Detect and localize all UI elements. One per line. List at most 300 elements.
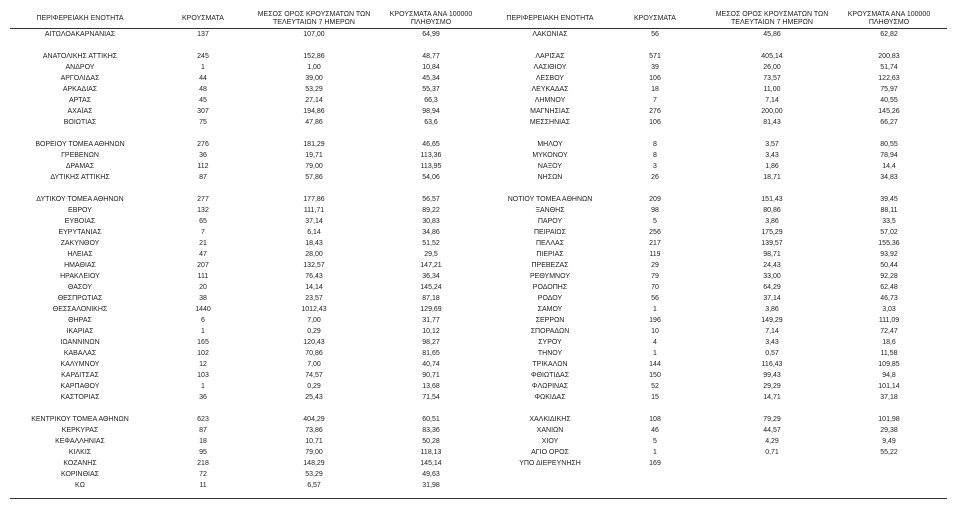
avg7-value: 1,86 [765, 163, 779, 170]
avg7-value: 25,43 [305, 394, 323, 401]
region-name: ΦΛΩΡΙΝΑΣ [531, 383, 569, 390]
per100k-value: 118,13 [420, 449, 442, 456]
avg7-value: 7,14 [765, 97, 779, 104]
per100k-value: 51,52 [422, 240, 440, 247]
cases-value: 112 [197, 163, 209, 170]
region-name: ΝΗΣΩΝ [537, 174, 563, 181]
avg7-value: 33,00 [763, 273, 781, 280]
cases-value: 79 [651, 273, 659, 280]
per100k-value: 14,4 [882, 163, 896, 170]
cases-value: 209 [649, 196, 661, 203]
avg7-value: 37,14 [763, 295, 781, 302]
region-name: ΓΡΕΒΕΝΩΝ [61, 152, 99, 159]
region-name: ΛΑΡΙΣΑΣ [535, 53, 565, 60]
cases-value: 119 [649, 251, 661, 258]
avg7-value: 3,43 [765, 339, 779, 346]
avg7-value: 111,71 [303, 207, 325, 214]
header-left-per100k: ΚΡΟΥΣΜΑΤΑ ΑΝΑ 100000 ΠΛΗΘΥΣΜΟ [389, 11, 473, 26]
cases-value: 217 [649, 240, 661, 247]
per100k-value: 10,84 [422, 64, 440, 71]
cases-value: 7 [653, 97, 657, 104]
cases-value: 245 [197, 53, 209, 60]
avg7-value: 79,29 [763, 416, 781, 423]
per100k-value: 129,69 [420, 306, 442, 313]
cases-value: 196 [649, 317, 661, 324]
region-name: ΠΑΡΟΥ [537, 218, 563, 225]
region-name: ΚΑΛΥΜΝΟΥ [60, 361, 100, 368]
per100k-value: 33,5 [882, 218, 896, 225]
avg7-value: 24,43 [763, 262, 781, 269]
cases-value: 207 [197, 262, 209, 269]
avg7-value: 57,86 [305, 174, 323, 181]
region-name: ΖΑΚΥΝΘΟΥ [60, 240, 100, 247]
avg7-value: 175,29 [761, 229, 783, 236]
per100k-value: 50,28 [422, 438, 440, 445]
avg7-value: 74,57 [305, 372, 323, 379]
avg7-value: 81,43 [763, 119, 781, 126]
cases-value: 65 [199, 218, 207, 225]
per100k-value: 147,21 [420, 262, 442, 269]
cases-value: 29 [651, 262, 659, 269]
cases-value: 1 [201, 328, 205, 335]
avg7-value: 14,14 [305, 284, 323, 291]
per100k-value: 109,85 [878, 361, 900, 368]
cases-value: 1 [201, 64, 205, 71]
per100k-value: 51,74 [880, 64, 898, 71]
per100k-value: 90,71 [422, 372, 440, 379]
avg7-value: 23,57 [305, 295, 323, 302]
region-name: ΘΗΡΑΣ [68, 317, 92, 324]
region-name: ΣΥΡΟΥ [538, 339, 562, 346]
per100k-value: 88,11 [880, 207, 898, 214]
cases-value: 150 [649, 372, 661, 379]
per100k-value: 101,14 [878, 383, 900, 390]
per100k-value: 39,45 [880, 196, 898, 203]
per100k-value [840, 459, 938, 469]
per100k-value: 122,63 [878, 75, 900, 82]
region-name: ΘΑΣΟΥ [67, 284, 93, 291]
avg7-value: 3,86 [765, 218, 779, 225]
cases-value: 44 [199, 75, 207, 82]
avg7-value: 39,00 [305, 75, 323, 82]
cases-value: 103 [197, 372, 209, 379]
per100k-value: 81,65 [422, 350, 440, 357]
avg7-value: 1012,43 [301, 306, 327, 313]
per100k-value: 30,83 [422, 218, 440, 225]
avg7-value: 98,71 [763, 251, 781, 258]
avg7-value: 151,43 [761, 196, 783, 203]
region-name: ΛΕΣΒΟΥ [535, 75, 565, 82]
per100k-value: 92,28 [880, 273, 898, 280]
region-name: ΑΡΓΟΛΙΔΑΣ [60, 75, 100, 82]
cases-value: 132 [197, 207, 209, 214]
cases-value: 6 [201, 317, 205, 324]
per100k-value: 29,5 [424, 251, 438, 258]
region-name: ΡΕΘΥΜΝΟΥ [529, 273, 570, 280]
region-name: ΡΟΔΟΥ [537, 295, 563, 302]
cases-value: 87 [199, 174, 207, 181]
cases-value: 218 [197, 460, 209, 467]
region-name: ΕΥΡΥΤΑΝΙΑΣ [58, 229, 102, 236]
per100k-value: 93,92 [880, 251, 898, 258]
avg7-value: 18,43 [305, 240, 323, 247]
avg7-value: 99,43 [763, 372, 781, 379]
avg7-value: 139,57 [761, 240, 783, 247]
region-name: ΧΙΟΥ [541, 438, 559, 445]
region-name: ΑΡΚΑΔΙΑΣ [62, 86, 98, 93]
avg7-value: 116,43 [761, 361, 783, 368]
per100k-value: 155,36 [878, 240, 900, 247]
cases-value: 56 [651, 31, 659, 38]
region-name: ΑΧΑΪΑΣ [67, 108, 93, 115]
cases-value: 11 [199, 482, 207, 489]
region-name: ΒΟΡΕΙΟΥ ΤΟΜΕΑ ΑΘΗΝΩΝ [35, 141, 125, 148]
avg7-value: 28,00 [305, 251, 323, 258]
per100k-value: 45,34 [422, 75, 440, 82]
per100k-value: 54,06 [422, 174, 440, 181]
cases-value: 20 [199, 284, 207, 291]
per100k-value: 78,94 [880, 152, 898, 159]
per100k-value: 62,82 [880, 31, 898, 38]
region-name: ΛΑΚΩΝΙΑΣ [532, 31, 568, 38]
region-name: ΝΟΤΙΟΥ ΤΟΜΕΑ ΑΘΗΝΩΝ [507, 196, 593, 203]
avg7-value: 80,86 [763, 207, 781, 214]
per100k-value: 56,57 [422, 196, 440, 203]
cases-value: 108 [649, 416, 661, 423]
region-name: ΡΟΔΟΠΗΣ [532, 284, 568, 291]
per100k-value: 113,36 [420, 152, 442, 159]
avg7-value: 120,43 [303, 339, 325, 346]
per100k-value: 145,26 [878, 108, 900, 115]
per100k-value: 29,38 [880, 427, 898, 434]
region-name: ΛΑΣΙΘΙΟΥ [533, 64, 567, 71]
region-name: ΤΗΝΟΥ [537, 350, 563, 357]
cases-value: 1 [201, 383, 205, 390]
per100k-value: 37,18 [880, 394, 898, 401]
per100k-value: 34,83 [880, 174, 898, 181]
cases-value: 256 [649, 229, 661, 236]
region-name: ΜΕΣΣΗΝΙΑΣ [529, 119, 571, 126]
cases-value: 18 [199, 438, 207, 445]
per100k-value: 40,55 [880, 97, 898, 104]
avg7-value: 3,86 [765, 306, 779, 313]
per100k-value: 11,58 [880, 350, 898, 357]
cases-value: 571 [649, 53, 661, 60]
avg7-value: 3,57 [765, 141, 779, 148]
per100k-value: 66,3 [424, 97, 438, 104]
region-name: ΑΝΑΤΟΛΙΚΗΣ ΑΤΤΙΚΗΣ [42, 53, 118, 60]
region-name: ΗΛΕΙΑΣ [67, 251, 93, 258]
avg7-value: 0,57 [765, 350, 779, 357]
region-name: ΥΠΟ ΔΙΕΡΕΥΝΗΣΗ [519, 460, 581, 467]
cases-value: 26 [651, 174, 659, 181]
cases-value: 5 [653, 438, 657, 445]
header-rule [10, 28, 947, 29]
avg7-value: 6,57 [307, 482, 321, 489]
region-name: ΑΝΔΡΟΥ [65, 64, 95, 71]
avg7-value: 152,86 [303, 53, 325, 60]
avg7-value: 200,00 [761, 108, 783, 115]
region-name: ΣΑΜΟΥ [537, 306, 563, 313]
region-name: ΑΓΙΟ ΟΡΟΣ [531, 449, 569, 456]
cases-value: 36 [199, 394, 207, 401]
avg7-value: 107,00 [303, 31, 325, 38]
avg7-value: 4,29 [765, 438, 779, 445]
per100k-value: 55,37 [422, 86, 440, 93]
cases-value: 7 [201, 229, 205, 236]
header-right-cases: ΚΡΟΥΣΜΑΤΑ [634, 15, 676, 22]
avg7-value [708, 459, 836, 469]
avg7-value: 44,57 [763, 427, 781, 434]
avg7-value: 73,86 [305, 427, 323, 434]
region-name: ΘΕΣΣΑΛΟΝΙΚΗΣ [52, 306, 108, 313]
region-name: ΧΑΛΚΙΔΙΚΗΣ [529, 416, 571, 423]
cases-value: 47 [199, 251, 207, 258]
per100k-value: 71,54 [422, 394, 440, 401]
cases-value: 144 [649, 361, 661, 368]
region-name: ΚΙΛΚΙΣ [68, 449, 92, 456]
cases-value: 72 [199, 471, 207, 478]
avg7-value: 29,29 [763, 383, 781, 390]
per100k-value: 60,51 [422, 416, 440, 423]
cases-value: 8 [653, 141, 657, 148]
region-name: ΑΡΤΑΣ [68, 97, 92, 104]
region-name: ΜΥΚΟΝΟΥ [532, 152, 568, 159]
per100k-value: 200,83 [878, 53, 900, 60]
region-name: ΔΥΤΙΚΟΥ ΤΟΜΕΑ ΑΘΗΝΩΝ [36, 196, 124, 203]
per100k-value: 98,94 [422, 108, 440, 115]
region-name: ΚΟΖΑΝΗΣ [63, 460, 97, 467]
region-name: ΛΕΥΚΑΔΑΣ [531, 86, 569, 93]
region-name: ΣΠΟΡΑΔΩΝ [530, 328, 570, 335]
avg7-value: 177,86 [303, 196, 325, 203]
per100k-value: 31,77 [422, 317, 440, 324]
region-name: ΦΩΚΙΔΑΣ [534, 394, 566, 401]
region-name: ΚΑΒΑΛΑΣ [63, 350, 97, 357]
per100k-value: 83,36 [422, 427, 440, 434]
header-right-avg7: ΜΕΣΟΣ ΟΡΟΣ ΚΡΟΥΣΜΑΤΩΝ ΤΩΝ ΤΕΛΕΥΤΑΙΩΝ 7 ΗΜΕΡΩΝ [715, 11, 829, 26]
per100k-value: 87,18 [422, 295, 440, 302]
per100k-value: 57,02 [880, 229, 898, 236]
cases-value: 102 [197, 350, 209, 357]
cases-value: 307 [197, 108, 209, 115]
region-name: ΔΥΤΙΚΗΣ ΑΤΤΙΚΗΣ [50, 174, 110, 181]
cases-value: 12 [199, 361, 207, 368]
avg7-value: 14,71 [763, 394, 781, 401]
region-name: ΧΑΝΙΩΝ [536, 427, 564, 434]
per100k-value: 50,44 [880, 262, 898, 269]
region-name: ΙΚΑΡΙΑΣ [66, 328, 94, 335]
avg7-value: 64,29 [763, 284, 781, 291]
avg7-value: 7,14 [765, 328, 779, 335]
region-name: ΞΑΝΘΗΣ [535, 207, 565, 214]
avg7-value: 37,14 [305, 218, 323, 225]
cases-value: 8 [653, 152, 657, 159]
avg7-value: 79,00 [305, 449, 323, 456]
header-left-avg7: ΜΕΣΟΣ ΟΡΟΣ ΚΡΟΥΣΜΑΤΩΝ ΤΩΝ ΤΕΛΕΥΤΑΙΩΝ 7 ΗΜΕΡΩΝ [257, 11, 371, 26]
header-left-cases: ΚΡΟΥΣΜΑΤΑ [182, 15, 224, 22]
region-name: ΚΕΝΤΡΙΚΟΥ ΤΟΜΕΑ ΑΘΗΝΩΝ [31, 416, 129, 423]
region-name: ΜΗΛΟΥ [537, 141, 563, 148]
cases-value: 46 [651, 427, 659, 434]
cases-value: 98 [651, 207, 659, 214]
cases-value: 39 [651, 64, 659, 71]
avg7-value: 0,29 [307, 328, 321, 335]
region-name: ΜΑΓΝΗΣΙΑΣ [530, 108, 570, 115]
avg7-value: 73,57 [763, 75, 781, 82]
header-right-per100k: ΚΡΟΥΣΜΑΤΑ ΑΝΑ 100000 ΠΛΗΘΥΣΜΟ [847, 11, 931, 26]
per100k-value: 145,14 [420, 460, 442, 467]
cases-value: 1440 [195, 306, 211, 313]
region-name: ΒΟΙΩΤΙΑΣ [63, 119, 97, 126]
region-name: ΛΗΜΝΟΥ [534, 97, 566, 104]
per100k-value: 55,22 [880, 449, 898, 456]
per100k-value: 36,34 [422, 273, 440, 280]
cases-value: 45 [199, 97, 207, 104]
cases-value: 87 [199, 427, 207, 434]
cases-value: 111 [197, 273, 209, 280]
cases-value: 75 [199, 119, 207, 126]
avg7-value: 181,29 [303, 141, 325, 148]
avg7-value: 26,00 [763, 64, 781, 71]
avg7-value: 132,57 [303, 262, 325, 269]
region-name: ΦΘΙΩΤΙΔΑΣ [530, 372, 570, 379]
per100k-value: 113,95 [420, 163, 442, 170]
region-name: ΣΕΡΡΩΝ [535, 317, 565, 324]
cases-value: 48 [199, 86, 207, 93]
per100k-value: 72,47 [880, 328, 898, 335]
per100k-value: 145,24 [420, 284, 442, 291]
header-right-region: ΠΕΡΙΦΕΡΕΙΑΚΗ ΕΝΟΤΗΤΑ [506, 15, 594, 22]
per100k-value: 94,8 [882, 372, 896, 379]
footer-rule [10, 498, 947, 499]
avg7-value: 405,14 [761, 53, 783, 60]
per100k-value: 31,98 [422, 482, 440, 489]
region-name: ΚΑΡΔΙΤΣΑΣ [61, 372, 99, 379]
region-name: ΚΩ [75, 482, 85, 489]
cases-value: 52 [651, 383, 659, 390]
per100k-value: 101,98 [878, 416, 900, 423]
region-name: ΕΥΒΟΙΑΣ [64, 218, 96, 225]
region-name: ΠΙΕΡΙΑΣ [536, 251, 564, 258]
cases-value: 10 [651, 328, 659, 335]
cases-value: 38 [199, 295, 207, 302]
per100k-value: 40,74 [422, 361, 440, 368]
per100k-value: 46,73 [880, 295, 898, 302]
avg7-value: 1,00 [307, 64, 321, 71]
cases-value: 70 [651, 284, 659, 291]
per100k-value: 111,09 [878, 317, 900, 324]
header-left-region: ΠΕΡΙΦΕΡΕΙΑΚΗ ΕΝΟΤΗΤΑ [36, 15, 124, 22]
avg7-value: 79,00 [305, 163, 323, 170]
per100k-value: 89,22 [422, 207, 440, 214]
avg7-value: 0,29 [307, 383, 321, 390]
cases-value: 1 [653, 306, 657, 313]
avg7-value: 53,29 [305, 471, 323, 478]
avg7-value: 76,43 [305, 273, 323, 280]
cases-value: 3 [653, 163, 657, 170]
cases-value: 106 [649, 75, 661, 82]
avg7-value: 45,86 [763, 31, 781, 38]
per100k-value: 49,63 [422, 471, 440, 478]
region-name: ΝΑΞΟΥ [537, 163, 563, 170]
region-name: ΑΙΤΩΛΟΑΚΑΡΝΑΝΙΑΣ [44, 31, 116, 38]
avg7-value: 10,71 [305, 438, 323, 445]
avg7-value: 18,71 [763, 174, 781, 181]
region-name: ΘΕΣΠΡΩΤΙΑΣ [57, 295, 103, 302]
per100k-value: 46,65 [422, 141, 440, 148]
per100k-value: 10,12 [422, 328, 440, 335]
cases-value: 5 [653, 218, 657, 225]
per100k-value: 13,68 [422, 383, 440, 390]
per100k-value: 18,6 [882, 339, 896, 346]
per100k-value: 63,6 [424, 119, 438, 126]
avg7-value: 7,00 [307, 361, 321, 368]
avg7-value: 19,71 [305, 152, 323, 159]
per100k-value: 3,03 [882, 306, 896, 313]
region-name: ΗΜΑΘΙΑΣ [64, 262, 96, 269]
cases-value: 106 [649, 119, 661, 126]
cases-value: 15 [651, 394, 659, 401]
cases-value: 277 [197, 196, 209, 203]
avg7-value: 0,71 [765, 449, 779, 456]
region-name: ΠΕΛΛΑΣ [535, 240, 565, 247]
region-name: ΗΡΑΚΛΕΙΟΥ [60, 273, 100, 280]
region-name: ΔΡΑΜΑΣ [65, 163, 95, 170]
region-name: ΚΑΡΠΑΘΟΥ [60, 383, 100, 390]
region-name: ΠΕΙΡΑΙΩΣ [534, 229, 566, 236]
avg7-value: 7,00 [307, 317, 321, 324]
per100k-value: 64,99 [422, 31, 440, 38]
region-name: ΚΟΡΙΝΘΙΑΣ [61, 471, 99, 478]
per100k-value: 75,97 [880, 86, 898, 93]
cases-value: 276 [649, 108, 661, 115]
region-name: ΕΒΡΟΥ [68, 207, 92, 214]
avg7-value: 6,14 [307, 229, 321, 236]
avg7-value: 27,14 [305, 97, 323, 104]
per100k-value: 98,27 [422, 339, 440, 346]
cases-value: 4 [653, 339, 657, 346]
cases-value: 1 [653, 449, 657, 456]
region-name: ΠΡΕΒΕΖΑΣ [531, 262, 569, 269]
per100k-value: 9,49 [882, 438, 896, 445]
avg7-value: 404,29 [303, 416, 325, 423]
avg7-value: 11,00 [763, 86, 781, 93]
avg7-value: 194,86 [303, 108, 325, 115]
per100k-value: 48,77 [422, 53, 440, 60]
avg7-value: 148,29 [303, 460, 325, 467]
avg7-value: 53,29 [305, 86, 323, 93]
region-name: ΚΕΡΚΥΡΑΣ [61, 427, 99, 434]
per100k-value: 62,48 [880, 284, 898, 291]
region-name: ΚΕΦΑΛΛΗΝΙΑΣ [55, 438, 105, 445]
region-name: ΚΑΣΤΟΡΙΑΣ [60, 394, 100, 401]
avg7-value: 47,86 [305, 119, 323, 126]
cases-value: 18 [651, 86, 659, 93]
region-name: ΤΡΙΚΑΛΩΝ [532, 361, 568, 368]
cases-value: 137 [197, 31, 209, 38]
per100k-value: 34,86 [422, 229, 440, 236]
region-name: ΙΩΑΝΝΙΝΩΝ [60, 339, 100, 346]
per100k-value: 80,55 [880, 141, 898, 148]
cases-value: 1 [653, 350, 657, 357]
cases-value: 95 [199, 449, 207, 456]
cases-value: 56 [651, 295, 659, 302]
cases-value: 21 [199, 240, 207, 247]
cases-value: 276 [197, 141, 209, 148]
per100k-value: 66,27 [880, 119, 898, 126]
cases-value: 169 [649, 460, 661, 467]
